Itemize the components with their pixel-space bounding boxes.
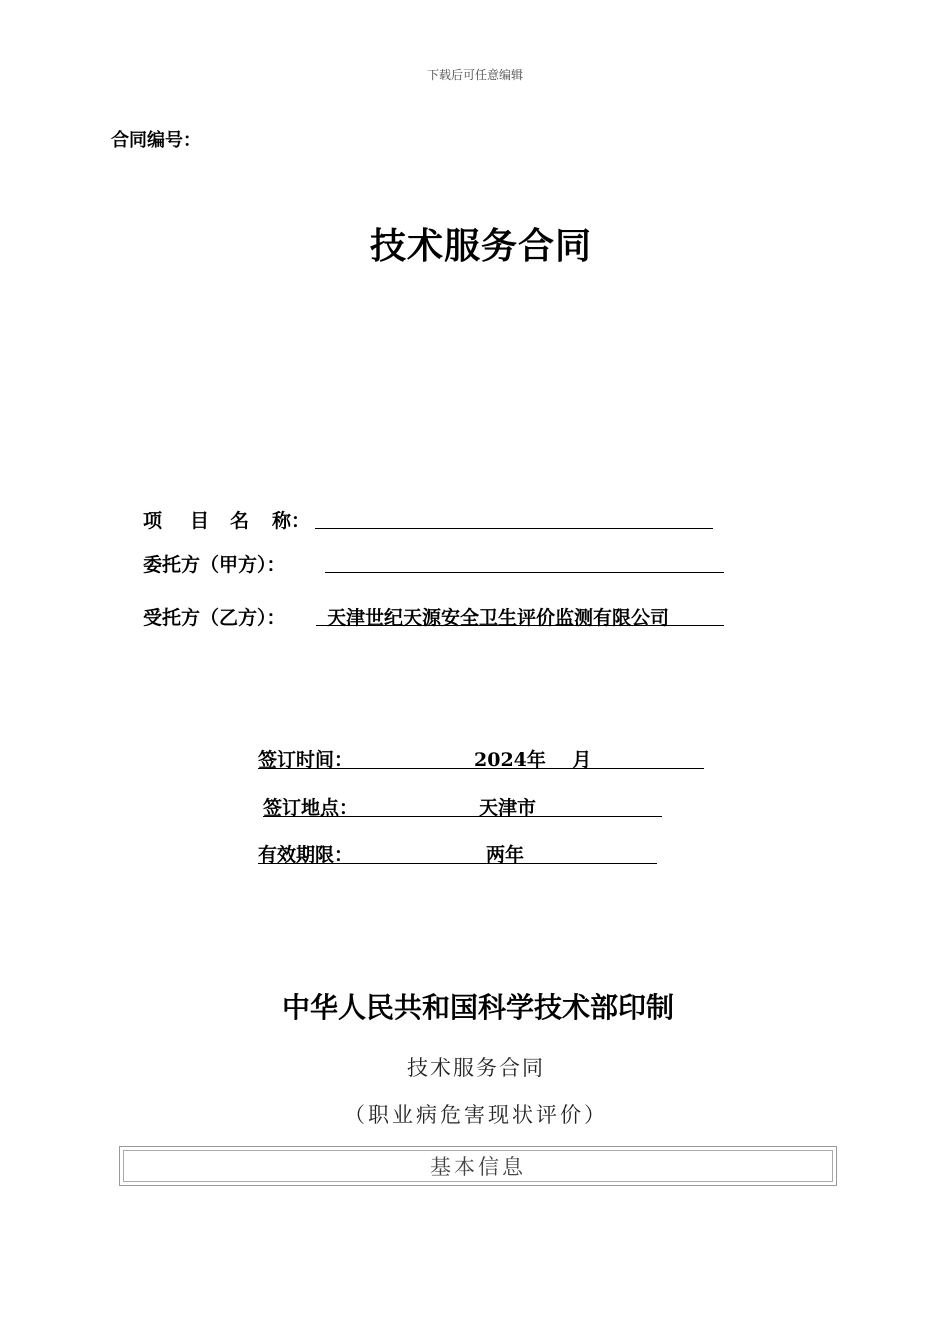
contract-number-label: 合同编号：	[111, 130, 201, 151]
project-label-char: 名	[230, 510, 250, 532]
signing-place-label: 签订地点：	[263, 797, 359, 819]
client-label: 委托方（甲方）：	[143, 554, 286, 576]
basic-info-box	[119, 1146, 837, 1186]
project-label-char: 项	[143, 510, 163, 532]
client-field[interactable]	[325, 546, 724, 573]
page-title: 技术服务合同	[369, 225, 592, 267]
trustee-value: 天津世纪天源安全卫生评价监测有限公司	[327, 607, 670, 629]
project-name-label	[143, 506, 310, 533]
project-label-char: 称：	[272, 510, 311, 532]
header-note: 下载后可任意编辑	[426, 68, 523, 82]
publisher-line: 中华人民共和国科学技术部印制	[281, 991, 674, 1024]
signing-time-value: 2024年 月	[474, 749, 592, 771]
subtitle: 技术服务合同	[407, 1056, 545, 1080]
trustee-label: 受托方（乙方）：	[143, 607, 286, 629]
subtitle-paren: （职业病危害现状评价）	[344, 1103, 608, 1127]
project-label-char: 目	[190, 510, 210, 532]
project-name-field[interactable]	[315, 502, 713, 529]
signing-place-value: 天津市	[479, 797, 537, 819]
validity-label: 有效期限：	[258, 844, 354, 866]
basic-info-header: 基本信息	[123, 1150, 833, 1182]
signing-time-label: 签订时间：	[258, 749, 354, 771]
validity-value: 两年	[486, 844, 525, 866]
